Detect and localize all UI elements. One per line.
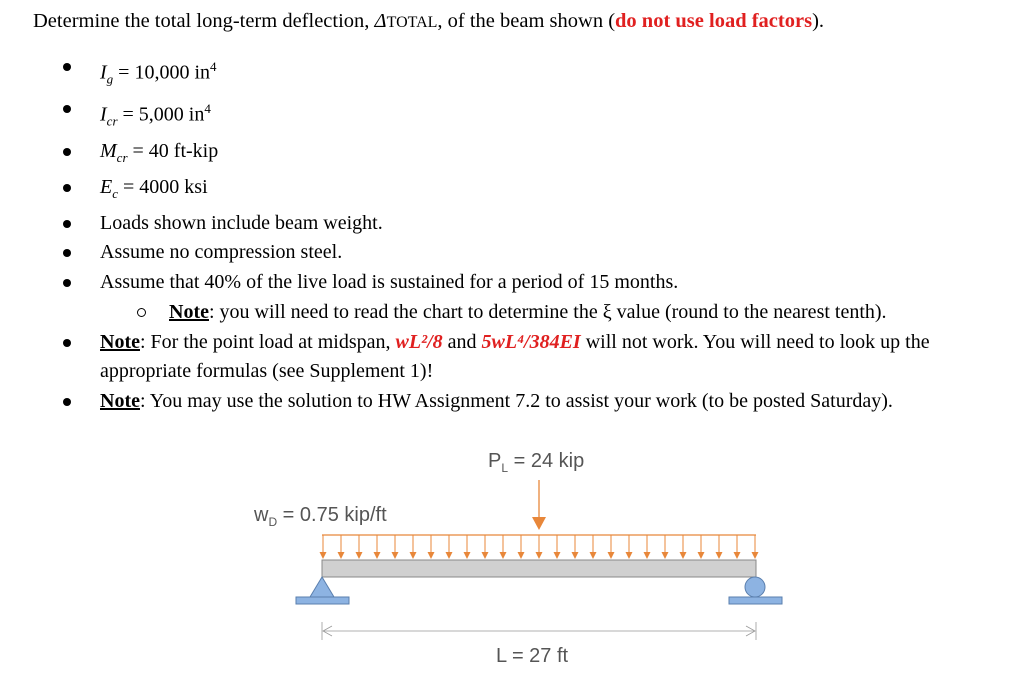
dist-load-arrow-head bbox=[644, 552, 651, 559]
delta-symbol: Δ bbox=[374, 10, 387, 32]
point-load-label: $P_L = 24$ kip bbox=[488, 450, 585, 475]
dist-load-arrow-head bbox=[374, 552, 381, 559]
bullet-mcr: $M_{cr} = 40$ ft-kip bbox=[0, 137, 1024, 173]
distributed-load-arrows bbox=[320, 535, 759, 559]
dist-load-arrow-head bbox=[734, 552, 741, 559]
dist-load-arrow-head bbox=[464, 552, 471, 559]
bullet-icr: $I_{cr} = 5,000$ $in^4$ bbox=[0, 94, 1024, 136]
bullet-point-load-note: Note: For the point load at midspan, wL²/8 and 5wL⁴/384EI will not work. You will need to look up the appropriate formulas (see Supplement 1)! bbox=[0, 328, 1000, 388]
bullet-ig: $I_g = 10,000$ $in^4$ bbox=[0, 52, 1024, 94]
dist-load-arrow-head bbox=[392, 552, 399, 559]
span-dimension-line bbox=[322, 622, 756, 640]
dist-load-arrow-head bbox=[662, 552, 669, 559]
dist-load-arrow-head bbox=[482, 552, 489, 559]
given-list bbox=[0, 52, 1024, 417]
bullet-compression: Assume no compression steel. bbox=[0, 238, 1024, 268]
dist-load-arrow-head bbox=[500, 552, 507, 559]
bullet-sustained: Assume that 40% of the live load is sustained for a period of 15 months. bbox=[0, 268, 1024, 298]
dist-load-arrow-head bbox=[590, 552, 597, 559]
bullet-loads: Loads shown include beam weight. bbox=[0, 209, 1024, 239]
dist-load-arrow-head bbox=[680, 552, 687, 559]
dist-load-arrow-head bbox=[554, 552, 561, 559]
beam bbox=[322, 560, 756, 577]
title-text-pre: Determine the total long-term deflection, bbox=[33, 10, 375, 32]
dist-load-arrow-head bbox=[626, 552, 633, 559]
point-load-arrow bbox=[532, 480, 546, 530]
dist-load-arrow-head bbox=[320, 552, 327, 559]
dist-load-arrow-head bbox=[518, 552, 525, 559]
distributed-load-label: $w_D = 0.75$ kip/ft bbox=[254, 504, 387, 529]
delta-subscript: TOTAL bbox=[386, 14, 438, 31]
dist-load-arrow-head bbox=[752, 552, 759, 559]
title-text-post: ). bbox=[812, 10, 825, 32]
dist-load-arrow-head bbox=[572, 552, 579, 559]
dist-load-arrow-head bbox=[338, 552, 345, 559]
title-text-mid: , of the beam shown ( bbox=[437, 10, 616, 32]
dist-load-arrow-head bbox=[716, 552, 723, 559]
dist-load-arrow-head bbox=[446, 552, 453, 559]
dist-load-arrow-head bbox=[428, 552, 435, 559]
roller-support-right bbox=[729, 577, 782, 604]
pin-support-left bbox=[296, 577, 349, 604]
dist-load-arrow-head bbox=[608, 552, 615, 559]
dist-load-arrow-head bbox=[356, 552, 363, 559]
bullet-hw-note: Note: You may use the solution to HW Assignment 7.2 to assist your work (to be posted Saturday). bbox=[0, 387, 1024, 417]
bullet-ec: $E_c = 4000$ ksi bbox=[0, 173, 1024, 209]
sub-bullet-chart-note: Note: you will need to read the chart to determine the ξ value (round to the nearest tenth). bbox=[0, 298, 1024, 328]
title-red-emphasis: do not use load factors bbox=[615, 10, 813, 32]
dist-load-arrow-head bbox=[698, 552, 705, 559]
dist-load-arrow-head bbox=[536, 552, 543, 559]
dist-load-arrow-head bbox=[410, 552, 417, 559]
problem-statement bbox=[33, 10, 824, 33]
span-length-label: L = 27 ft bbox=[496, 645, 569, 667]
